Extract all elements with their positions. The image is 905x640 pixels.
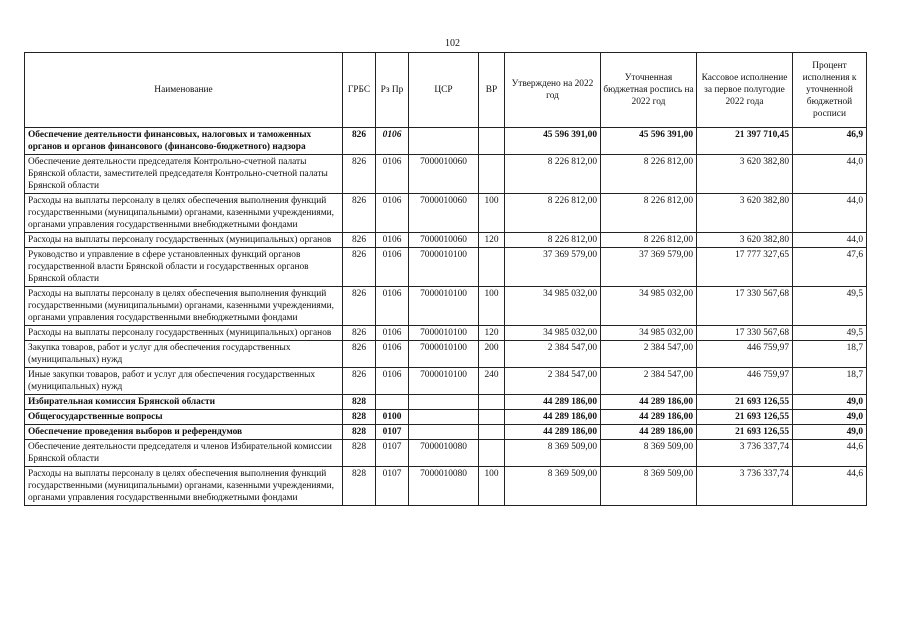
cell-revised: 2 384 547,00 [601,341,697,368]
cell-approved: 34 985 032,00 [505,287,601,326]
cell-revised: 44 289 186,00 [601,395,697,410]
cell-cash: 21 397 710,45 [697,128,793,155]
header-rzpr: Рз Пр [376,53,409,128]
cell-approved: 37 369 579,00 [505,248,601,287]
cell-name: Закупка товаров, работ и услуг для обеспечения государственных (муниципальных) нужд [25,341,343,368]
cell-approved: 8 226 812,00 [505,155,601,194]
cell-name: Руководство и управление в сфере установленных функций органов государственной власти Брянской области и государственных органов Брянской области [25,248,343,287]
cell-grbs: 828 [343,440,376,467]
cell-name: Обеспечение проведения выборов и референдумов [25,425,343,440]
header-cash: Кассовое исполнение за первое полугодие 2022 года [697,53,793,128]
table-row [25,128,867,155]
cell-cash: 17 330 567,68 [697,287,793,326]
cell-grbs: 828 [343,410,376,425]
cell-approved: 45 596 391,00 [505,128,601,155]
header-vr: ВР [479,53,505,128]
cell-name: Обеспечение деятельности председателя Контрольно-счетной палаты Брянской области, заместителей председателя Контрольно-счетной палаты Брянской области [25,155,343,194]
cell-name: Обеспечение деятельности председателя и членов Избирательной комиссии Брянской области [25,440,343,467]
table-row [25,467,867,506]
cell-grbs: 828 [343,395,376,410]
table-row [25,248,867,287]
cell-grbs: 826 [343,194,376,233]
cell-csr: 7000010100 [409,368,479,395]
cell-cash: 17 777 327,65 [697,248,793,287]
cell-vr [479,128,505,155]
table-row [25,155,867,194]
table-row [25,341,867,368]
cell-vr: 240 [479,368,505,395]
cell-cash: 446 759,97 [697,341,793,368]
cell-name: Расходы на выплаты персоналу государственных (муниципальных) органов [25,326,343,341]
cell-cash: 446 759,97 [697,368,793,395]
cell-grbs: 826 [343,287,376,326]
header-percent: Процент исполнения к уточненной бюджетной росписи [793,53,867,128]
cell-vr [479,248,505,287]
cell-rzpr: 0106 [376,341,409,368]
cell-csr: 7000010060 [409,194,479,233]
cell-grbs: 826 [343,326,376,341]
cell-grbs: 826 [343,368,376,395]
cell-percent: 46,9 [793,128,867,155]
cell-approved: 8 226 812,00 [505,194,601,233]
header-csr: ЦСР [409,53,479,128]
cell-cash: 21 693 126,55 [697,395,793,410]
cell-percent: 49,0 [793,410,867,425]
cell-cash: 3 620 382,80 [697,194,793,233]
cell-revised: 8 369 509,00 [601,440,697,467]
cell-cash: 17 330 567,68 [697,326,793,341]
cell-vr: 100 [479,467,505,506]
cell-cash: 3 620 382,80 [697,233,793,248]
cell-percent: 44,0 [793,233,867,248]
cell-percent: 18,7 [793,341,867,368]
cell-rzpr: 0107 [376,440,409,467]
cell-rzpr [376,395,409,410]
cell-name: Общегосударственные вопросы [25,410,343,425]
cell-approved: 8 369 509,00 [505,440,601,467]
cell-csr: 7000010080 [409,440,479,467]
cell-grbs: 826 [343,341,376,368]
cell-rzpr: 0106 [376,155,409,194]
cell-vr: 100 [479,194,505,233]
cell-rzpr: 0106 [376,326,409,341]
cell-csr [409,128,479,155]
cell-name: Расходы на выплаты персоналу в целях обеспечения выполнения функций государственными (муниципальными) органами, казенными учреждениями, органами управления государственными внебюджетными фондами [25,194,343,233]
cell-csr: 7000010060 [409,155,479,194]
cell-name: Иные закупки товаров, работ и услуг для обеспечения государственных (муниципальных) нужд [25,368,343,395]
cell-revised: 2 384 547,00 [601,368,697,395]
cell-rzpr: 0106 [376,233,409,248]
page-number: 102 [445,38,460,49]
table-row [25,368,867,395]
cell-csr [409,395,479,410]
cell-percent: 49,0 [793,425,867,440]
header-grbs: ГРБС [343,53,376,128]
cell-revised: 8 226 812,00 [601,155,697,194]
cell-vr [479,440,505,467]
cell-vr [479,410,505,425]
cell-name: Обеспечение деятельности финансовых, налоговых и таможенных органов и органов финансового (финансово-бюджетного) надзора [25,128,343,155]
cell-csr: 7000010100 [409,341,479,368]
cell-vr [479,155,505,194]
cell-percent: 49,0 [793,395,867,410]
cell-revised: 34 985 032,00 [601,287,697,326]
cell-grbs: 828 [343,425,376,440]
cell-csr: 7000010100 [409,326,479,341]
cell-csr: 7000010100 [409,248,479,287]
header-revised: Уточненная бюджетная роспись на 2022 год [601,53,697,128]
cell-percent: 18,7 [793,368,867,395]
cell-name: Расходы на выплаты персоналу в целях обеспечения выполнения функций государственными (муниципальными) органами, казенными учреждениями, органами управления государственными внебюджетными фондами [25,287,343,326]
cell-rzpr: 0107 [376,425,409,440]
table-row [25,395,867,410]
cell-csr: 7000010080 [409,467,479,506]
header-name: Наименование [25,53,343,128]
cell-name: Избирательная комиссия Брянской области [25,395,343,410]
cell-grbs: 826 [343,248,376,287]
cell-csr: 7000010060 [409,233,479,248]
cell-cash: 21 693 126,55 [697,425,793,440]
cell-revised: 8 226 812,00 [601,194,697,233]
cell-rzpr: 0106 [376,194,409,233]
table-row [25,194,867,233]
cell-approved: 2 384 547,00 [505,368,601,395]
cell-vr: 200 [479,341,505,368]
cell-vr: 100 [479,287,505,326]
table-row [25,410,867,425]
cell-percent: 44,6 [793,467,867,506]
cell-percent: 47,6 [793,248,867,287]
cell-grbs: 826 [343,233,376,248]
cell-approved: 44 289 186,00 [505,410,601,425]
cell-approved: 44 289 186,00 [505,395,601,410]
cell-rzpr: 0106 [376,128,409,155]
cell-vr: 120 [479,233,505,248]
cell-cash: 21 693 126,55 [697,410,793,425]
cell-vr: 120 [479,326,505,341]
table-row [25,233,867,248]
cell-revised: 45 596 391,00 [601,128,697,155]
table-row [25,326,867,341]
cell-cash: 3 736 337,74 [697,440,793,467]
header-approved: Утверждено на 2022 год [505,53,601,128]
cell-cash: 3 736 337,74 [697,467,793,506]
cell-name: Расходы на выплаты персоналу в целях обеспечения выполнения функций государственными (муниципальными) органами, казенными учреждениями, органами управления государственными внебюджетными фондами [25,467,343,506]
cell-approved: 44 289 186,00 [505,425,601,440]
cell-revised: 34 985 032,00 [601,326,697,341]
cell-approved: 8 369 509,00 [505,467,601,506]
cell-approved: 2 384 547,00 [505,341,601,368]
cell-rzpr: 0107 [376,467,409,506]
cell-csr: 7000010100 [409,287,479,326]
cell-revised: 44 289 186,00 [601,410,697,425]
table-body [25,128,867,506]
cell-grbs: 828 [343,467,376,506]
cell-revised: 37 369 579,00 [601,248,697,287]
table-row [25,287,867,326]
cell-rzpr: 0106 [376,368,409,395]
cell-name: Расходы на выплаты персоналу государственных (муниципальных) органов [25,233,343,248]
cell-csr [409,410,479,425]
cell-approved: 34 985 032,00 [505,326,601,341]
cell-cash: 3 620 382,80 [697,155,793,194]
table-header-row [25,53,867,128]
cell-percent: 49,5 [793,287,867,326]
cell-percent: 44,0 [793,155,867,194]
cell-approved: 8 226 812,00 [505,233,601,248]
cell-vr [479,395,505,410]
cell-percent: 44,6 [793,440,867,467]
cell-percent: 44,0 [793,194,867,233]
cell-grbs: 826 [343,155,376,194]
table-row [25,440,867,467]
cell-vr [479,425,505,440]
cell-revised: 44 289 186,00 [601,425,697,440]
cell-rzpr: 0106 [376,248,409,287]
table-row [25,425,867,440]
cell-csr [409,425,479,440]
budget-table [24,52,867,506]
cell-grbs: 826 [343,128,376,155]
cell-revised: 8 226 812,00 [601,233,697,248]
cell-rzpr: 0106 [376,287,409,326]
cell-revised: 8 369 509,00 [601,467,697,506]
cell-percent: 49,5 [793,326,867,341]
cell-rzpr: 0100 [376,410,409,425]
